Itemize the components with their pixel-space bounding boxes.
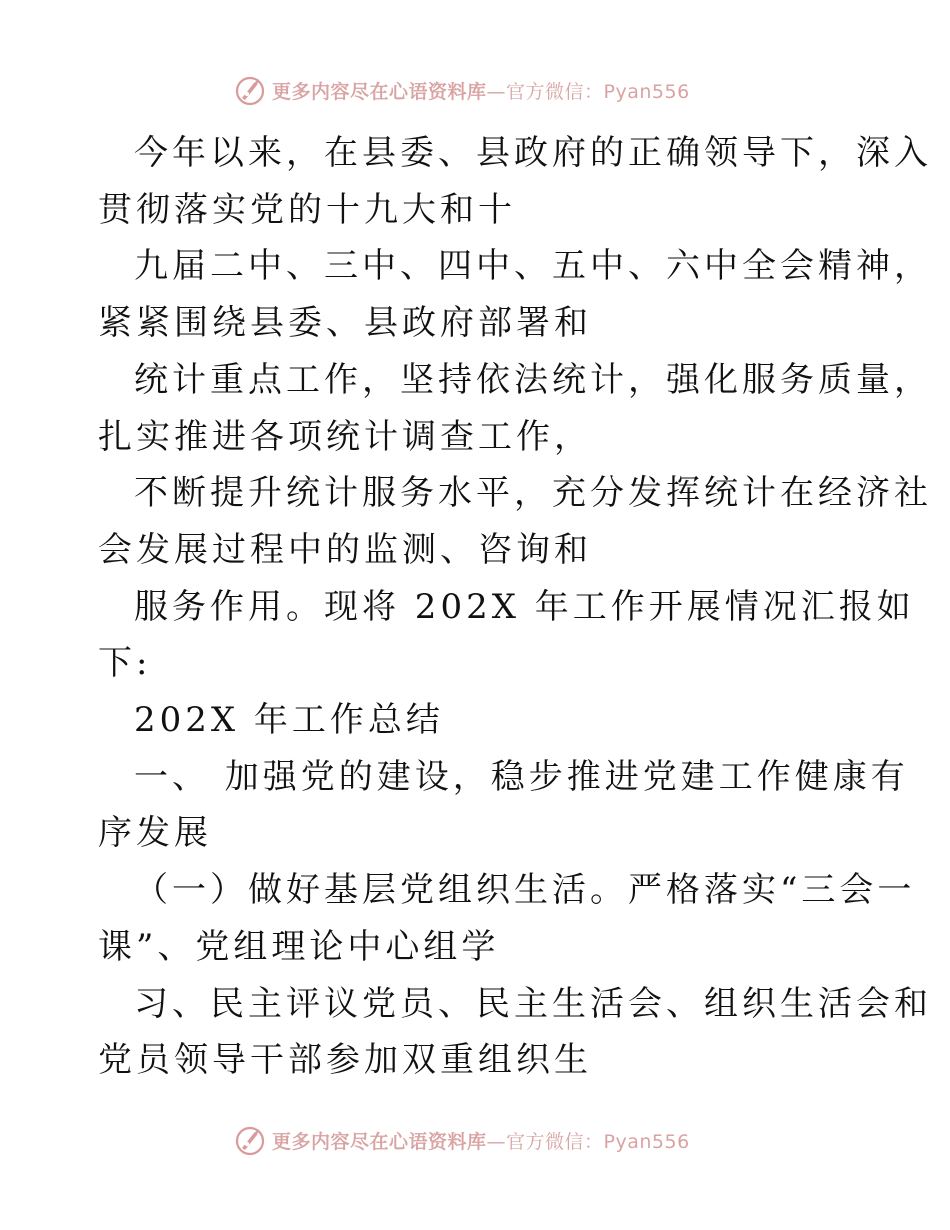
watermark-text: 更多内容尽在心语资料库—官方微信：Pyan556 [272,80,690,103]
text-line: 不断提升统计服务水平，充分发挥统计在经济社 [134,473,932,514]
document-body [98,125,932,1089]
watermark-text: 更多内容尽在心语资料库—官方微信：Pyan556 [272,1130,690,1153]
text-line: 九届二中、三中、四中、五中、六中全会精神， [134,246,932,287]
text-line: 课”、党组理论中心组学 [98,926,500,967]
text-line: 序发展 [98,813,212,854]
text-line: 一、 加强党的建设，稳步推进党建工作健康有 [134,756,909,797]
text-line: 202X 年工作总结 [134,700,444,741]
text-line: 下: [98,643,152,684]
text-line: 会发展过程中的监测、咨询和 [98,529,592,570]
text-line: （一）做好基层党组织生活。严格落实“三会一 [134,870,916,911]
text-line: 今年以来，在县委、县政府的正确领导下，深入 [134,133,932,173]
pen-logo-icon [234,73,268,107]
text-line: 统计重点工作，坚持依法统计，强化服务质量， [134,359,932,400]
text-line: 习、民主评议党员、民主生活会、组织生活会和 [134,983,932,1024]
header-watermark [234,73,690,107]
text-line: 贯彻落实党的十九大和十 [98,189,516,230]
pen-logo-icon [234,1123,268,1157]
text-line: 紧紧围绕县委、县政府部署和 [98,303,592,344]
footer-watermark [234,1123,690,1157]
text-line: 扎实推进各项统计调查工作， [98,416,592,457]
text-line: 党员领导干部参加双重组织生 [98,1040,592,1081]
text-line: 服务作用。现将 202X 年工作开展情况汇报如 [134,586,915,627]
